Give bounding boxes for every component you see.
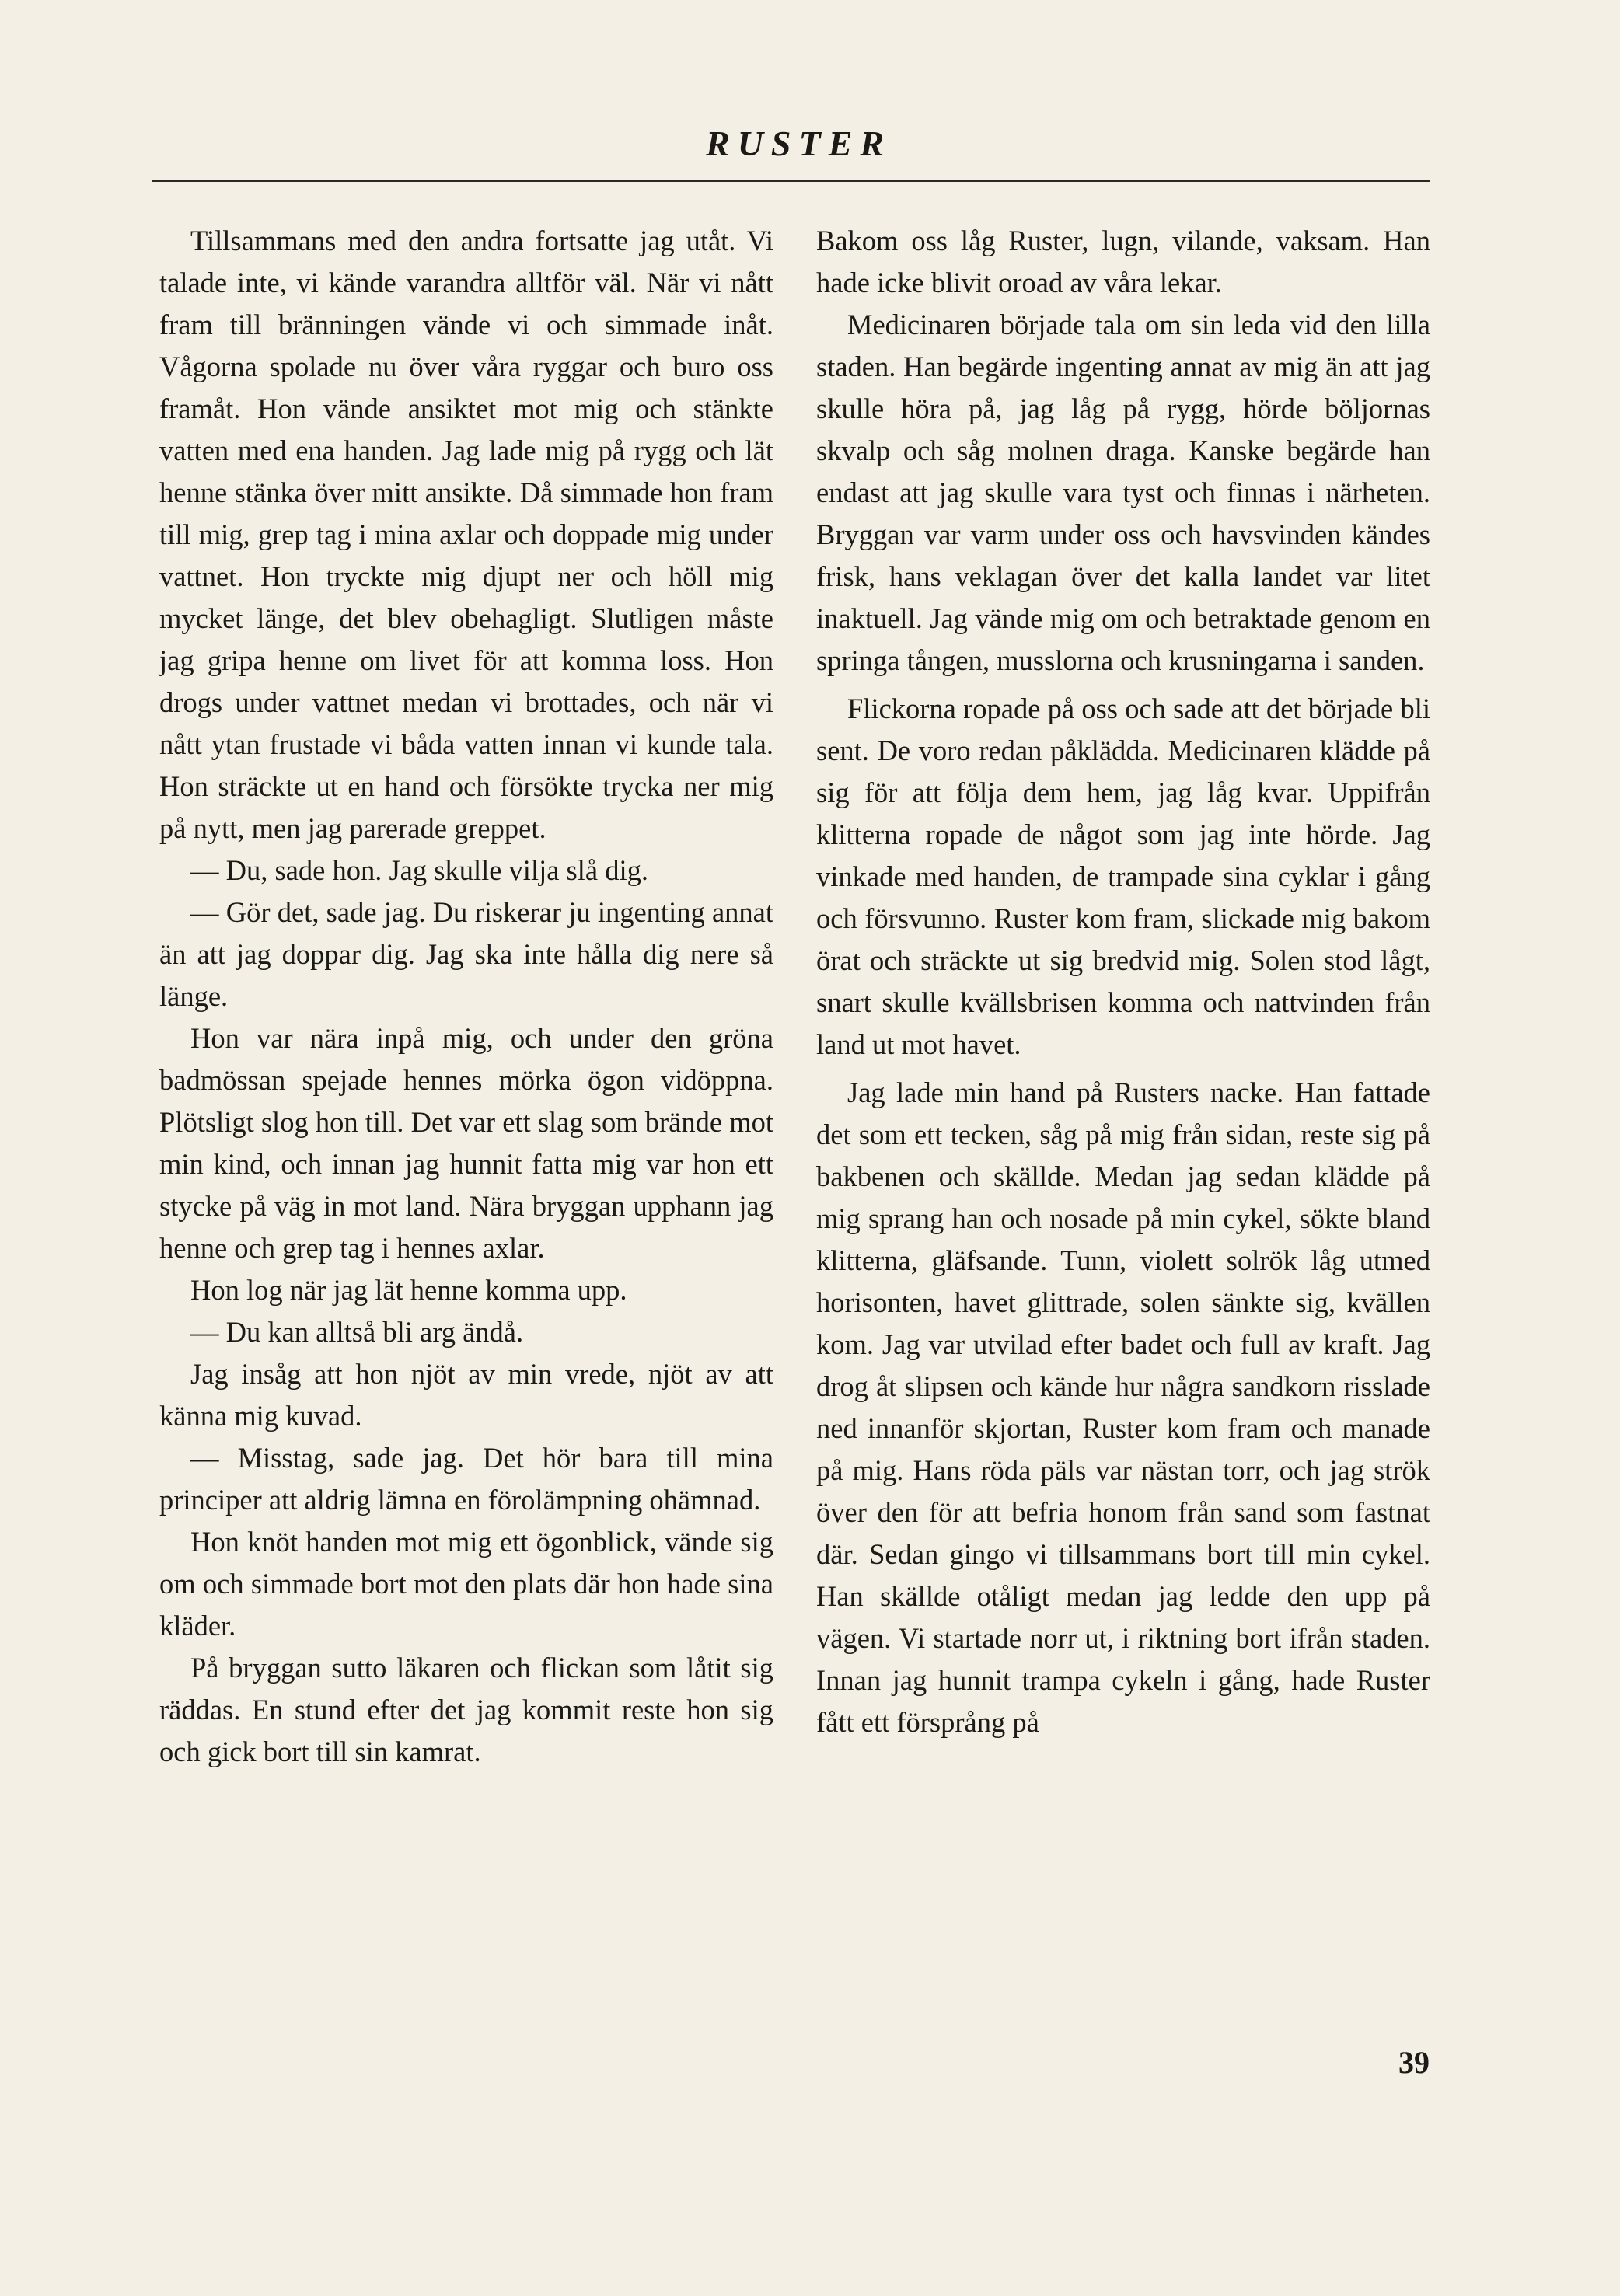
paragraph: Tillsammans med den andra fortsatte jag utåt. Vi talade inte, vi kände varandra alltför väl. När vi nått fram till bränningen vände vi och simmade inåt. Vågorna spolade nu över våra ryggar och buro oss framåt. Hon vände ansiktet mot mig och stänkte vatten med ena handen. Jag lade mig på rygg och lät henne stänka över mitt ansikte. Då simmade hon fram till mig, grep tag i mina axlar och doppade mig under vattnet. Hon tryckte mig djupt ner och höll mig mycket länge, det blev obehagligt. Slutligen måste jag gripa henne om livet för att komma loss. Hon drogs under vattnet medan vi brottades, och när vi nått ytan frustade vi båda vatten innan vi kunde tala. Hon sträckte ut en hand och försökte trycka ner mig på nytt, men jag parerade greppet. — [159, 225, 773, 844]
paragraph: Hon log när jag lät henne komma upp. — [190, 1274, 627, 1306]
paragraph: — Du kan alltså bli arg ändå. — [190, 1316, 524, 1348]
left-column — [159, 220, 773, 1773]
paragraph: Hon var nära inpå mig, och under den gröna badmössan spejade hennes mörka ögon vidöppna. Plötsligt slog hon till. Det var ett slag som brände mot min kind, och innan jag hunnit fatta mig var hon ett stycke på väg in mot land. Nära bryggan upphann jag henne och grep tag i hennes axlar. — [159, 1022, 773, 1264]
paragraph: Bakom oss låg Ruster, lugn, vilande, vaksam. Han hade icke blivit oroad av våra lekar. — [816, 225, 1430, 298]
page-number: 39 — [1398, 2045, 1430, 2080]
paragraph: — Misstag, sade jag. Det hör bara till mina principer att aldrig lämna en förolämpning ohämnad. — [159, 1442, 773, 1516]
running-head-title: RUSTER — [706, 124, 892, 163]
header-rule — [152, 180, 1430, 182]
paragraph: På bryggan sutto läkaren och flickan som låtit sig räddas. En stund efter det jag kommit reste hon sig och gick bort till sin kamrat. — [159, 1652, 773, 1767]
paragraph: — Du, sade hon. Jag skulle vilja slå dig. — [190, 854, 648, 886]
paragraph: Flickorna ropade på oss och sade att det började bli sent. De voro redan påklädda. Medicinaren klädde på sig för att följa dem hem, jag låg kvar. Uppifrån klitterna ropade de något som jag inte hörde. Jag vinkade med handen, de trampade sina cyklar i gång och försvunno. Ruster kom fram, slickade mig bakom örat och sträckte ut sig bredvid mig. Solen stod lågt, snart skulle kvällsbrisen komma och nattvinden från land ut mot havet. — [816, 693, 1430, 1060]
paragraph: — Gör det, sade jag. Du riskerar ju ingenting annat än att jag doppar dig. Jag ska inte hålla dig nere så länge. — [159, 896, 773, 1012]
paragraph: Jag insåg att hon njöt av min vrede, njöt av att känna mig kuvad. — [159, 1358, 773, 1432]
paragraph: Hon knöt handen mot mig ett ögonblick, vände sig om och simmade bort mot den plats där hon hade sina kläder. — [159, 1526, 773, 1642]
right-column — [816, 220, 1430, 1743]
paragraph: Medicinaren började tala om sin leda vid den lilla staden. Han begärde ingenting annat av mig än att jag skulle höra på, jag låg på rygg, hörde böljornas skvalp och såg molnen draga. Kanske begärde han endast att jag skulle vara tyst och finnas i närheten. Bryggan var varm under oss och havsvinden kändes frisk, hans veklagan över det kalla landet var litet inaktuell. Jag vände mig om och betraktade genom en springa tången, musslorna och krusningarna i sanden. — [816, 309, 1430, 676]
paragraph: Jag lade min hand på Rusters nacke. Han fattade det som ett tecken, såg på mig från sidan, reste sig på bakbenen och skällde. Medan jag sedan klädde på mig sprang han och nosade på min cykel, sökte bland klitterna, gläfsande. Tunn, violett solrök låg utmed horisonten, havet glittrade, solen sänkte sig, kvällen kom. Jag var utvilad efter badet och full av kraft. Jag drog åt slipsen och kände hur några sandkorn risslade ned innanför skjortan, Ruster kom fram och manade på mig. Hans röda päls var nästan torr, och jag strök över den för att befria honom från sand som fastnat där. Sedan gingo vi tillsammans bort till min cykel. Han skällde otåligt medan jag ledde den upp på vägen. Vi startade norr ut, i riktning bort ifrån staden. Innan jag hunnit trampa cykeln i gång, hade Ruster fått ett försprång på — [816, 1076, 1430, 1738]
